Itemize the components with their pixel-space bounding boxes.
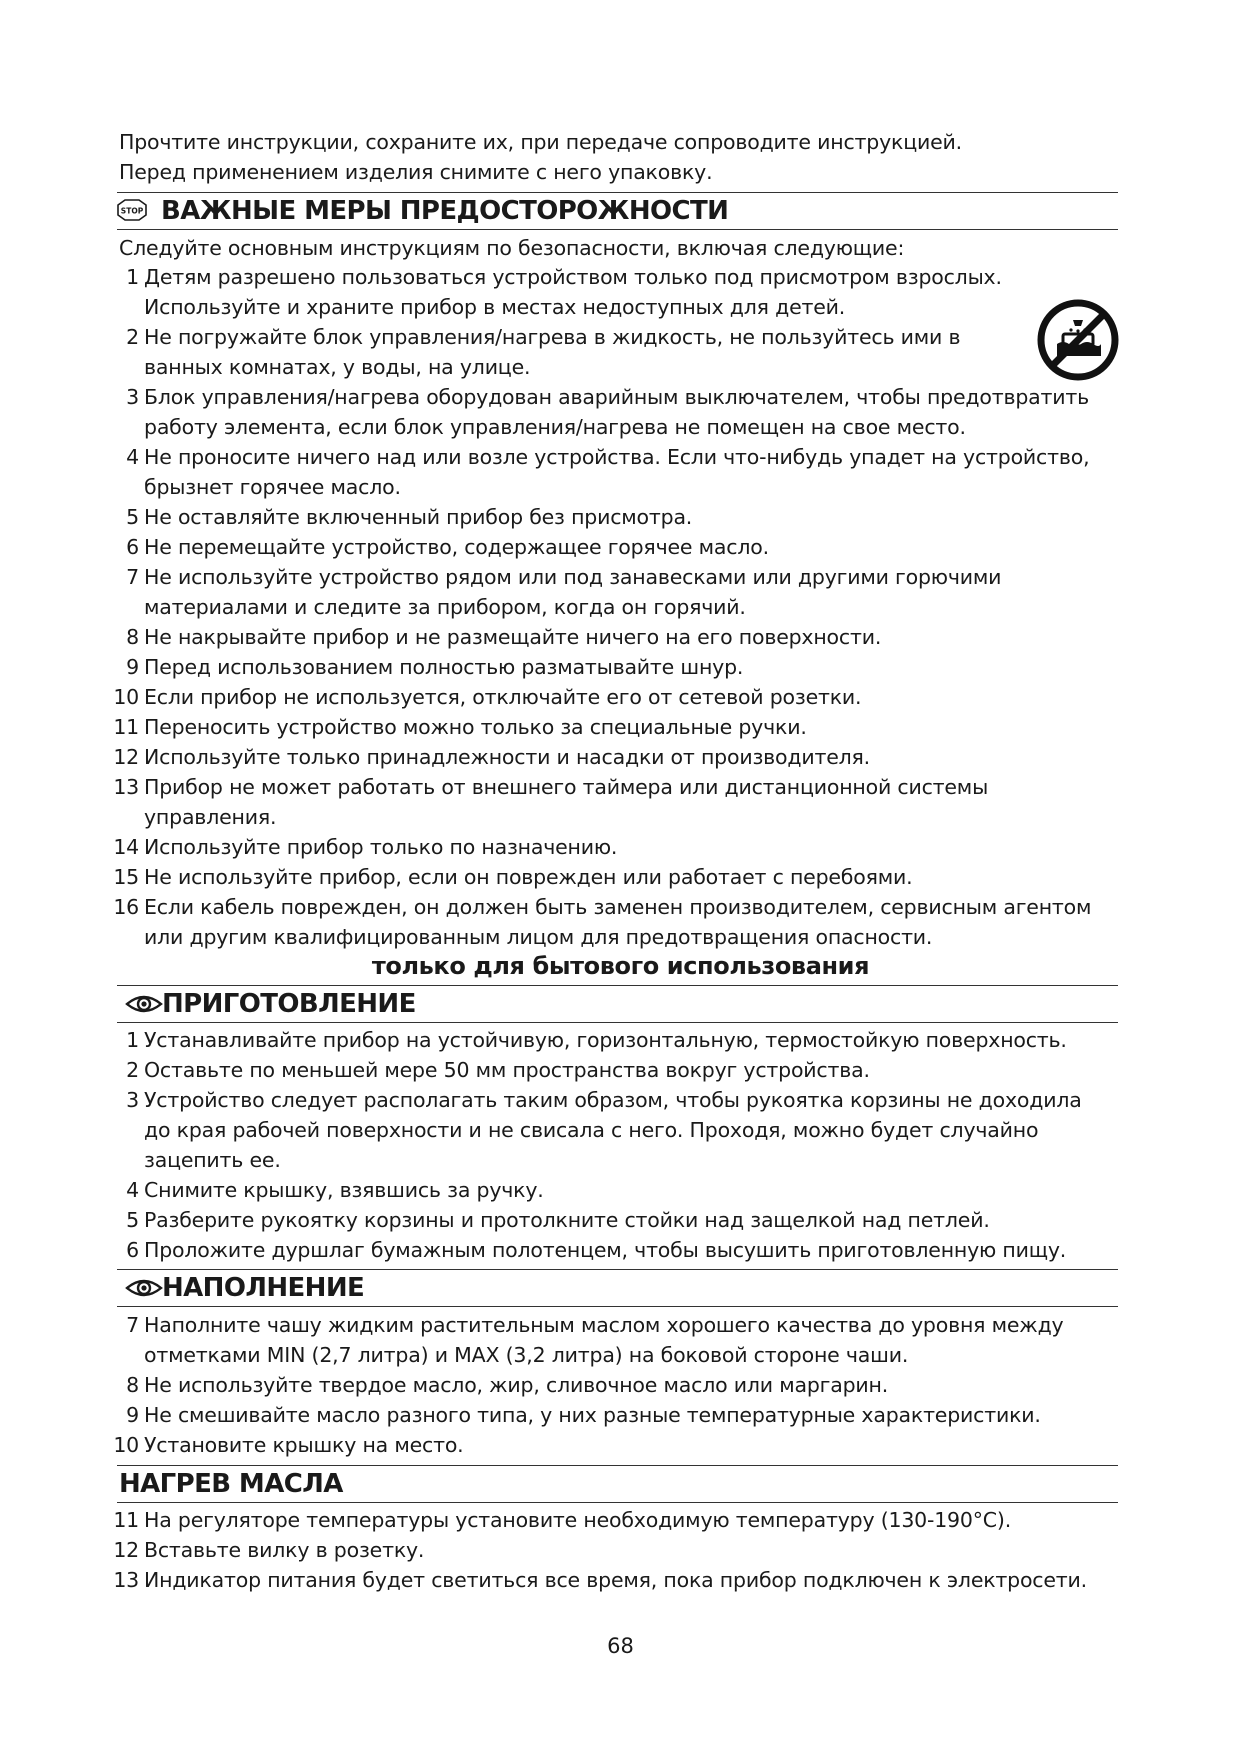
- item-number: 12: [113, 1538, 139, 1562]
- item-number: 1: [126, 265, 139, 289]
- item-text: Устанавливайте прибор на устойчивую, горизонтальную, термостойкую поверхность.: [144, 1028, 1067, 1052]
- item-number: 2: [126, 1058, 139, 1082]
- item-text: Используйте и храните прибор в местах недоступных для детей.: [144, 295, 846, 319]
- filling-heading: [117, 1269, 1118, 1307]
- item-text: Снимите крышку, взявшись за ручку.: [144, 1178, 544, 1202]
- item-text: Установите крышку на место.: [144, 1433, 464, 1457]
- item-text: Если прибор не используется, отключайте его от сетевой розетки.: [144, 685, 862, 709]
- item-number: 4: [126, 1178, 139, 1202]
- item-text: Если кабель поврежден, он должен быть заменен производителем, сервисным агентом: [144, 895, 1092, 919]
- item-number: 11: [113, 1508, 139, 1532]
- heating-title: НАГРЕВ МАСЛА: [119, 1469, 343, 1499]
- stop-icon-label: STOP: [120, 206, 144, 216]
- item-text: или другим квалифицированным лицом для предотвращения опасности.: [144, 925, 933, 949]
- item-number: 3: [126, 385, 139, 409]
- filling-title: НАПОЛНЕНИЕ: [162, 1273, 365, 1303]
- preparation-heading: [117, 985, 1118, 1023]
- item-text: Разберите рукоятку корзины и протолкните стойки над защелкой над петлей.: [144, 1208, 990, 1232]
- item-text: Не используйте твердое масло, жир, сливочное масло или маргарин.: [144, 1373, 889, 1397]
- item-number: 5: [126, 1208, 139, 1232]
- item-number: 9: [126, 1403, 139, 1427]
- item-text: Индикатор питания будет светиться все время, пока прибор подключен к электросети.: [144, 1568, 1087, 1592]
- item-text: Не погружайте блок управления/нагрева в жидкость, не пользуйтесь ими в: [144, 325, 961, 349]
- item-text: Проложите дуршлаг бумажным полотенцем, чтобы высушить приготовленную пищу.: [144, 1238, 1067, 1262]
- item-text: Используйте только принадлежности и насадки от производителя.: [144, 745, 870, 769]
- item-text: отметками MIN (2,7 литра) и MAX (3,2 литра) на боковой стороне чаши.: [144, 1343, 909, 1367]
- item-number: 13: [113, 775, 139, 799]
- item-number: 3: [126, 1088, 139, 1112]
- item-text: Наполните чашу жидким растительным маслом хорошего качества до уровня между: [144, 1313, 1064, 1337]
- eye-icon: [125, 1276, 163, 1300]
- intro-line-2: Перед применением изделия снимите с него упаковку.: [119, 160, 713, 184]
- item-text: Не перемещайте устройство, содержащее горячее масло.: [144, 535, 769, 559]
- item-number: 6: [126, 535, 139, 559]
- item-number: 4: [126, 445, 139, 469]
- item-text: Оставьте по меньшей мере 50 мм пространства вокруг устройства.: [144, 1058, 870, 1082]
- item-number: 15: [113, 865, 139, 889]
- item-number: 1: [126, 1028, 139, 1052]
- item-text: Не накрывайте прибор и не размещайте ничего на его поверхности.: [144, 625, 882, 649]
- item-text: Не используйте прибор, если он поврежден или работает с перебоями.: [144, 865, 913, 889]
- item-text: Перед использованием полностью разматывайте шнур.: [144, 655, 744, 679]
- page-number: 68: [607, 1634, 634, 1658]
- item-text: Прибор не может работать от внешнего таймера или дистанционной системы: [144, 775, 989, 799]
- item-text: Блок управления/нагрева оборудован аварийным выключателем, чтобы предотвратить: [144, 385, 1090, 409]
- item-number: 6: [126, 1238, 139, 1262]
- item-text: Не используйте устройство рядом или под занавесками или другими горючими: [144, 565, 1002, 589]
- safety-lead: Следуйте основным инструкциям по безопасности, включая следующие:: [119, 236, 905, 260]
- item-text: Вставьте вилку в розетку.: [144, 1538, 425, 1562]
- intro-line-1: Прочтите инструкции, сохраните их, при передаче сопроводите инструкцией.: [119, 130, 962, 154]
- item-text: Не смешивайте масло разного типа, у них разные температурные характеристики.: [144, 1403, 1041, 1427]
- item-text: материалами и следите за прибором, когда он горячий.: [144, 595, 746, 619]
- item-text: Используйте прибор только по назначению.: [144, 835, 618, 859]
- item-number: 10: [113, 685, 139, 709]
- item-number: 7: [126, 565, 139, 589]
- item-text: Переносить устройство можно только за специальные ручки.: [144, 715, 807, 739]
- item-text: управления.: [144, 805, 277, 829]
- item-text: брызнет горячее масло.: [144, 475, 401, 499]
- item-number: 8: [126, 625, 139, 649]
- item-number: 16: [113, 895, 139, 919]
- item-number: 5: [126, 505, 139, 529]
- item-number: 11: [113, 715, 139, 739]
- eye-icon: [125, 992, 163, 1016]
- item-text: работу элемента, если блок управления/нагрева не помещен на свое место.: [144, 415, 966, 439]
- safety-title: ВАЖНЫЕ МЕРЫ ПРЕДОСТОРОЖНОСТИ: [161, 196, 729, 226]
- item-text: Не проносите ничего над или возле устройства. Если что-нибудь упадет на устройство,: [144, 445, 1090, 469]
- item-text: до края рабочей поверхности и не свисала с него. Проходя, можно будет случайно: [144, 1118, 1039, 1142]
- item-text: На регуляторе температуры установите необходимую температуру (130-190°C).: [144, 1508, 1012, 1532]
- safety-heading: [117, 192, 1118, 230]
- item-text: Устройство следует располагать таким образом, чтобы рукоятка корзины не доходила: [144, 1088, 1082, 1112]
- item-number: 10: [113, 1433, 139, 1457]
- item-number: 8: [126, 1373, 139, 1397]
- item-number: 9: [126, 655, 139, 679]
- heating-heading: [117, 1465, 1118, 1503]
- item-number: 14: [113, 835, 139, 859]
- item-number: 2: [126, 325, 139, 349]
- item-number: 13: [113, 1568, 139, 1592]
- item-number: 7: [126, 1313, 139, 1337]
- item-text: Детям разрешено пользоваться устройством только под присмотром взрослых.: [144, 265, 1002, 289]
- item-number: 12: [113, 745, 139, 769]
- item-text: ванных комнатах, у воды, на улице.: [144, 355, 531, 379]
- preparation-title: ПРИГОТОВЛЕНИЕ: [162, 989, 416, 1019]
- item-text: зацепить ее.: [144, 1148, 281, 1172]
- item-text: Не оставляйте включенный прибор без присмотра.: [144, 505, 693, 529]
- household-use-notice: только для бытового использования: [371, 952, 870, 980]
- stop-icon: [117, 199, 147, 221]
